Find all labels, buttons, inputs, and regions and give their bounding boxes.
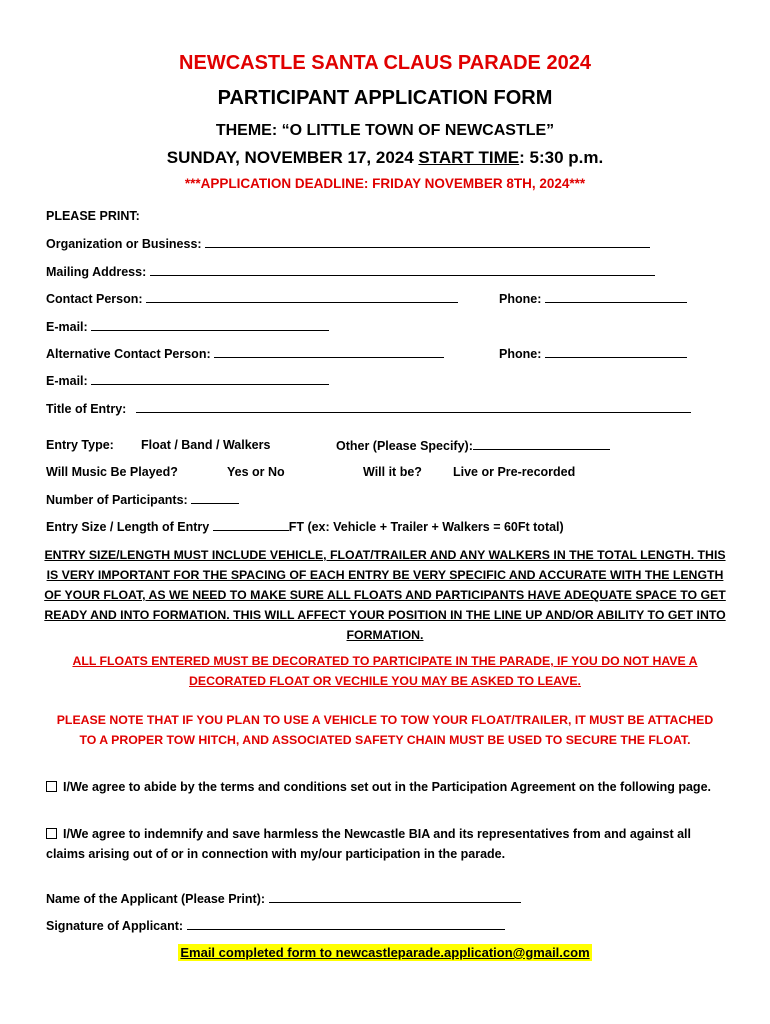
entry-type-other-label: Other (Please Specify): <box>336 439 473 453</box>
deadline-line: ***APPLICATION DEADLINE: FRIDAY NOVEMBER 8TH, 2024*** <box>184 176 586 191</box>
organization-label: Organization or Business: <box>46 237 202 251</box>
organization-row <box>46 236 650 251</box>
mailing-field[interactable] <box>150 264 655 276</box>
phone-row <box>499 291 687 306</box>
applicant-name-field[interactable] <box>269 891 521 903</box>
email-instruction <box>0 944 770 962</box>
email-row <box>46 319 329 334</box>
contact-label: Contact Person: <box>46 292 143 306</box>
title-entry-label: Title of Entry: <box>46 402 127 416</box>
alt-contact-row <box>46 346 444 361</box>
alt-contact-label: Alternative Contact Person: <box>46 347 211 361</box>
date-text: SUNDAY, NOVEMBER 17, 2024 <box>166 148 419 167</box>
title-entry-field[interactable] <box>136 401 691 413</box>
participants-field[interactable] <box>191 492 239 504</box>
decorated-notice: ALL FLOATS ENTERED MUST BE DECORATED TO PARTICIPATE IN THE PARADE, IF YOU DO NOT HAVE A DECORATED FLOAT OR VECHILE YOU MAY BE ASKED TO LEAVE. <box>72 654 698 688</box>
alt-contact-field[interactable] <box>214 346 444 358</box>
agreement-1 <box>46 777 726 797</box>
email-field[interactable] <box>91 319 329 331</box>
email2-row <box>46 373 329 388</box>
agree1-checkbox[interactable] <box>46 781 57 792</box>
start-time-value: : 5:30 p.m. <box>519 148 604 167</box>
email-instruction-text[interactable]: Email completed form to newcastleparade.application@gmail.com <box>180 945 590 960</box>
agree1-text: I/We agree to abide by the terms and conditions set out in the Participation Agreement on the following page. <box>63 780 711 794</box>
entry-type-row <box>46 438 114 452</box>
phone2-label: Phone: <box>499 347 542 361</box>
start-time-label: START TIME <box>418 148 520 167</box>
size-row <box>46 519 564 534</box>
date-line <box>0 148 770 168</box>
phone-field[interactable] <box>545 291 687 303</box>
entry-type-other <box>336 438 610 453</box>
please-print: PLEASE PRINT: <box>46 209 140 223</box>
applicant-name-row <box>46 891 521 906</box>
agreement-2 <box>46 824 726 864</box>
email2-field[interactable] <box>91 373 329 385</box>
size-field[interactable] <box>213 519 289 531</box>
signature-row <box>46 918 505 933</box>
size-notice: ENTRY SIZE/LENGTH MUST INCLUDE VEHICLE, FLOAT/TRAILER AND ANY WALKERS IN THE TOTAL LENGTH. THIS IS VERY IMPORTANT FOR THE SPACING OF EACH ENTRY BE VERY SPECIFIC AND ACCURATE WITH THE LENGTH OF YOUR FLOAT, AS WE NEED TO MAKE SURE ALL FLOATS AND PARTICIPANTS HAVE ADEQUATE SPACE TO GET READY AND INTO FORMATION. THIS WILL AFFECT YOUR POSITION IN THE LINE UP AND/OR ABILITY TO GET INTO FORMATION. <box>44 548 726 642</box>
entry-type-other-field[interactable] <box>473 438 610 450</box>
agree2-text: I/We agree to indemnify and save harmless the Newcastle BIA and its representatives from and against all claims arising out of or in connection with my/our participation in the parade. <box>46 827 691 861</box>
mailing-label: Mailing Address: <box>46 265 147 279</box>
theme-line: THEME: “O LITTLE TOWN OF NEWCASTLE” <box>215 122 555 139</box>
size-unit: FT (ex: Vehicle + Trailer + Walkers = 60Ft total) <box>288 520 564 534</box>
participants-label: Number of Participants: <box>46 493 188 507</box>
organization-field[interactable] <box>205 236 650 248</box>
contact-row <box>46 291 458 306</box>
phone2-row <box>499 346 687 361</box>
signature-field[interactable] <box>187 918 505 930</box>
music-type-options[interactable]: Live or Pre-recorded <box>453 465 576 479</box>
entry-type-label: Entry Type: <box>46 438 114 452</box>
participants-row <box>46 492 239 507</box>
form-title: NEWCASTLE SANTA CLAUS PARADE 2024 <box>179 52 591 74</box>
contact-field[interactable] <box>146 291 458 303</box>
title-entry-row <box>46 401 691 416</box>
applicant-name-label: Name of the Applicant (Please Print): <box>46 892 266 906</box>
music-options[interactable]: Yes or No <box>227 465 285 479</box>
agree2-checkbox[interactable] <box>46 828 57 839</box>
mailing-row <box>46 264 655 279</box>
email-label: E-mail: <box>46 320 88 334</box>
music-label: Will Music Be Played? <box>46 465 178 479</box>
tow-notice: PLEASE NOTE THAT IF YOU PLAN TO USE A VEHICLE TO TOW YOUR FLOAT/TRAILER, IT MUST BE ATTACHED TO A PROPER TOW HITCH, AND ASSOCIATED SAFETY CHAIN MUST BE USED TO SECURE THE FLOAT. <box>56 713 714 747</box>
entry-type-options[interactable]: Float / Band / Walkers <box>141 438 271 452</box>
phone-label: Phone: <box>499 292 542 306</box>
music-type-label: Will it be? <box>363 465 422 479</box>
form-subtitle: PARTICIPANT APPLICATION FORM <box>217 87 553 109</box>
size-label: Entry Size / Length of Entry <box>46 520 210 534</box>
email2-label: E-mail: <box>46 374 88 388</box>
signature-label: Signature of Applicant: <box>46 919 184 933</box>
phone2-field[interactable] <box>545 346 687 358</box>
